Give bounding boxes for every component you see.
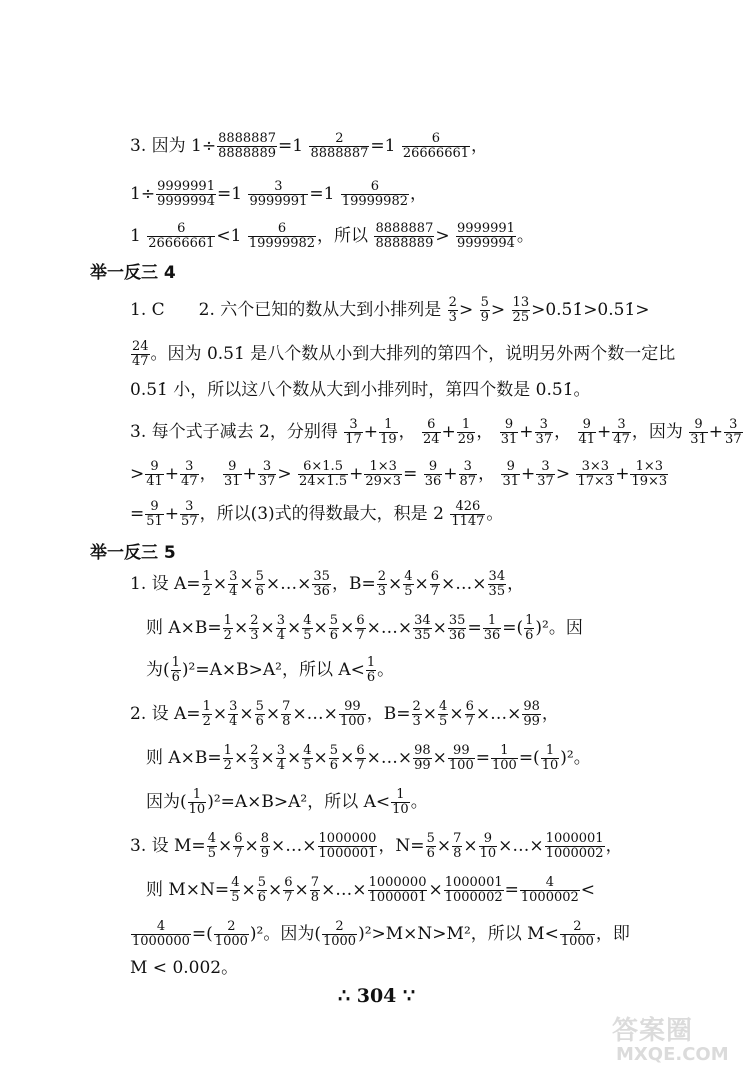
line-4-5: > $\frac{9}{41}$ + $\frac{3}{47}$ ， $\frac{9}{31}$ + $\frac{3}{37}$ > $\frac{6\times 1.5}{24\times 1.5}$ + $\frac{1\times 3}{29\times 3}$ = $\frac{9}{36}$ + $\frac{3}{87}$ ， $\frac{9}{31}$ + $\frac{3}{37}$ > $\frac{3\times 3}{17\times 3}$ + $\frac{1\times 3}{19\times 3}$ [130, 459, 668, 489]
line-4-4: 3. 每个式子减去 2，分别得 $\frac{3}{17}$ + $\frac{1}{19}$ ， $\frac{6}{24}$ + $\frac{1}{29}$ ， $\frac{9}{31}$ + $\frac{3}{37}$ ， $\frac{9}{41}$ + $\frac{3}{47}$ ，因为 $\frac{9}{31}$ + $\frac{3}{37}$ [130, 417, 742, 447]
section-heading-5: 举一反三 5 [90, 543, 176, 563]
line-5-3: 为( $\frac{1}{6}$ )²=A×B>A²，所以 A< $\frac{1}{6}$ 。 [146, 655, 395, 685]
page-number-dots-left: ∴ [338, 985, 351, 1007]
section-heading-4: 举一反三 4 [90, 263, 176, 283]
page-number [338, 985, 415, 1007]
page-number-dots-right: ∵ [403, 985, 416, 1007]
line-4-2: $\frac{24}{47}$ 。因为 0.51̇ 是八个数从小到大排列的第四个，说明另外两个数一定比 [132, 339, 676, 369]
line-5-7: 3. 设 M= $\frac{4}{5}$ × $\frac{6}{7}$ × $\frac{8}{9}$ ×…× $\frac{1000000}{1000001}$ ，N= $\frac{5}{6}$ × $\frac{7}{8}$ × $\frac{9}{10}$ ×…× $\frac{1000001}{1000002}$ ， [130, 831, 623, 861]
watermark-logo [612, 1010, 740, 1068]
watermark-bottom-text: MXQE.COM [616, 1044, 729, 1065]
line-4-6: = $\frac{9}{51}$ + $\frac{3}{57}$ ，所以(3)式的得数最大，积是 2 $\frac{426}{1147}$ 。 [130, 499, 504, 529]
line-4-3: 0.51̇ 小，所以这八个数从大到小排列时，第四个数是 0.5̇1̇。 [130, 380, 591, 400]
line-5-6: 因为( $\frac{1}{10}$ )²=A×B>A²，所以 A< $\frac{1}{10}$ 。 [146, 787, 428, 817]
line-5-2: 则 A×B= $\frac{1}{2}$ × $\frac{2}{3}$ × $\frac{3}{4}$ × $\frac{4}{5}$ × $\frac{5}{6}$ × $\frac{6}{7}$ ×…× $\frac{34}{35}$ × $\frac{35}{36}$ = $\frac{1}{36}$ =( $\frac{1}{6}$ )²。因 [146, 613, 583, 643]
line-3-intro: 3. 因为 1÷ $\frac{8888887}{8888889}$ =1 $\frac{2}{8888887}$ =1 $\frac{6}{26666661}$ ， [130, 131, 489, 161]
line-5-10: M < 0.002。 [130, 958, 239, 978]
line-5-8: 则 M×N= $\frac{4}{5}$ × $\frac{5}{6}$ × $\frac{6}{7}$ × $\frac{7}{8}$ ×…× $\frac{1000000}{1000001}$ × $\frac{1000001}{1000002}$ = $\frac{4}{1000002}$ < [146, 875, 596, 905]
line-4-1: 1. C 2. 六个已知的数从大到小排列是 $\frac{2}{3}$ > $\frac{5}{9}$ > $\frac{13}{25}$ >0.5̇1̇>0.51̇> [130, 295, 650, 325]
line-5-4: 2. 设 A= $\frac{1}{2}$ × $\frac{3}{4}$ × $\frac{5}{6}$ × $\frac{7}{8}$ ×…× $\frac{99}{100}$ ，B= $\frac{2}{3}$ × $\frac{4}{5}$ × $\frac{6}{7}$ ×…× $\frac{98}{99}$ ， [130, 699, 559, 729]
watermark-top-text: 答案圈 [612, 1016, 694, 1046]
line-5-9: $\frac{4}{1000000}$ =( $\frac{2}{1000}$ )²。因为( $\frac{2}{1000}$ )²>M×N>M²，所以 M< $\frac{2}{1000}$ ，即 [132, 919, 630, 949]
line-3-second: 1÷ $\frac{9999991}{9999994}$ =1 $\frac{3}{9999991}$ =1 $\frac{6}{19999982}$ ， [130, 179, 427, 209]
line-5-1: 1. 设 A= $\frac{1}{2}$ × $\frac{3}{4}$ × $\frac{5}{6}$ ×…× $\frac{35}{36}$ ，B= $\frac{2}{3}$ × $\frac{4}{5}$ × $\frac{6}{7}$ ×…× $\frac{34}{35}$ ， [130, 569, 525, 599]
page-number-value: 304 [356, 985, 397, 1007]
line-5-5: 则 A×B= $\frac{1}{2}$ × $\frac{2}{3}$ × $\frac{3}{4}$ × $\frac{4}{5}$ × $\frac{5}{6}$ × $\frac{6}{7}$ ×…× $\frac{98}{99}$ × $\frac{99}{100}$ = $\frac{1}{100}$ =( $\frac{1}{10}$ )²。 [146, 743, 591, 773]
line-3-conclusion: 1 $\frac{6}{26666661}$ <1 $\frac{6}{19999982}$ ，所以 $\frac{8888887}{8888889}$ > $\frac{9999991}{9999994}$ 。 [130, 221, 534, 251]
